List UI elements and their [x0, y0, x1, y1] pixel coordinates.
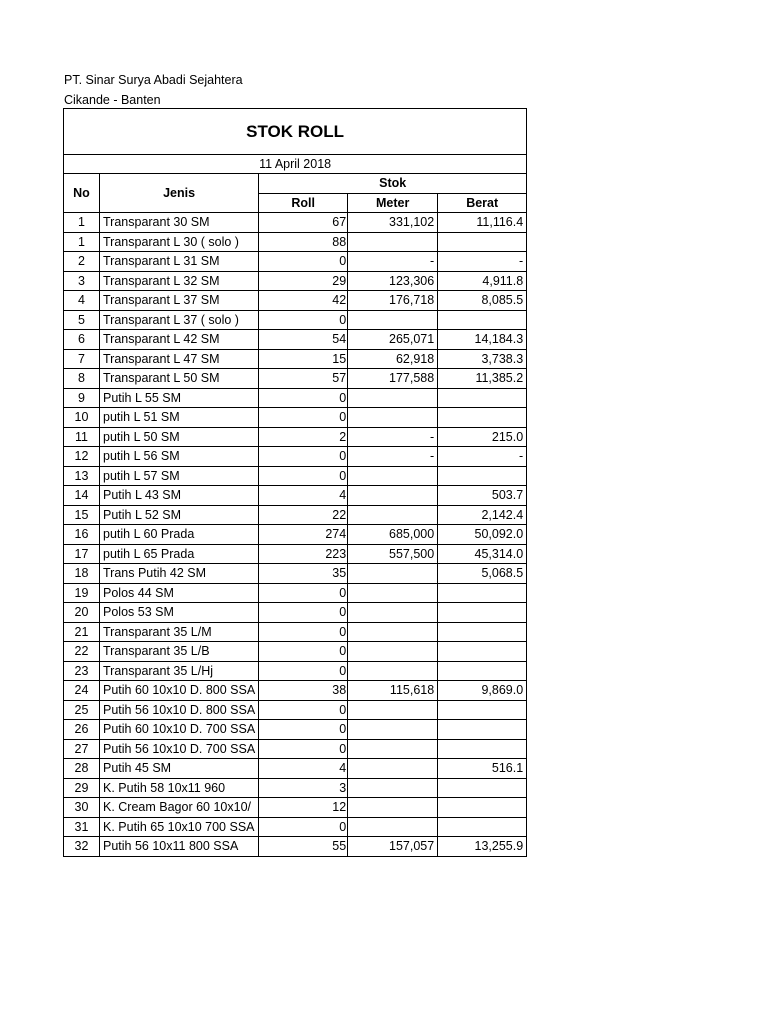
- cell-meter: -: [348, 427, 438, 447]
- cell-jenis: putih L 51 SM: [100, 408, 259, 428]
- cell-jenis: Transparant L 47 SM: [100, 349, 259, 369]
- cell-jenis: Polos 44 SM: [100, 583, 259, 603]
- cell-berat: 9,869.0: [438, 681, 527, 701]
- cell-berat: -: [438, 252, 527, 272]
- table-row: [64, 642, 527, 662]
- company-location: Cikande - Banten: [64, 93, 161, 107]
- cell-meter: [348, 739, 438, 759]
- cell-berat: [438, 603, 527, 623]
- table-row: [64, 778, 527, 798]
- table-row: [64, 447, 527, 467]
- cell-roll: 0: [259, 388, 348, 408]
- cell-roll: 0: [259, 720, 348, 740]
- cell-no: 2: [64, 252, 100, 272]
- cell-roll: 0: [259, 603, 348, 623]
- table-row: [64, 427, 527, 447]
- table-row: [64, 544, 527, 564]
- cell-meter: [348, 720, 438, 740]
- cell-berat: [438, 739, 527, 759]
- cell-jenis: Transparant L 50 SM: [100, 369, 259, 389]
- cell-berat: [438, 622, 527, 642]
- cell-no: 6: [64, 330, 100, 350]
- cell-jenis: Transparant 35 L/M: [100, 622, 259, 642]
- cell-jenis: Putih 56 10x10 D. 700 SSA: [100, 739, 259, 759]
- cell-roll: 22: [259, 505, 348, 525]
- cell-berat: [438, 700, 527, 720]
- table-row: [64, 837, 527, 857]
- cell-meter: 157,057: [348, 837, 438, 857]
- cell-berat: 4,911.8: [438, 271, 527, 291]
- cell-jenis: Putih L 55 SM: [100, 388, 259, 408]
- cell-roll: 15: [259, 349, 348, 369]
- header-berat: Berat: [438, 193, 527, 213]
- cell-no: 1: [64, 213, 100, 233]
- cell-roll: 4: [259, 486, 348, 506]
- cell-berat: 3,738.3: [438, 349, 527, 369]
- cell-jenis: Transparant 35 L/Hj: [100, 661, 259, 681]
- header-no: No: [64, 174, 100, 213]
- company-name: PT. Sinar Surya Abadi Sejahtera: [64, 73, 243, 87]
- cell-roll: 2: [259, 427, 348, 447]
- cell-no: 14: [64, 486, 100, 506]
- cell-roll: 0: [259, 583, 348, 603]
- cell-berat: [438, 642, 527, 662]
- cell-no: 7: [64, 349, 100, 369]
- cell-jenis: putih L 56 SM: [100, 447, 259, 467]
- cell-no: 3: [64, 271, 100, 291]
- table-row: [64, 330, 527, 350]
- cell-no: 4: [64, 291, 100, 311]
- cell-jenis: K. Putih 65 10x10 700 SSA: [100, 817, 259, 837]
- cell-roll: 12: [259, 798, 348, 818]
- cell-meter: [348, 603, 438, 623]
- cell-berat: 14,184.3: [438, 330, 527, 350]
- cell-no: 22: [64, 642, 100, 662]
- cell-meter: [348, 505, 438, 525]
- cell-meter: [348, 642, 438, 662]
- cell-jenis: putih L 65 Prada: [100, 544, 259, 564]
- cell-berat: 2,142.4: [438, 505, 527, 525]
- cell-berat: 516.1: [438, 759, 527, 779]
- cell-jenis: putih L 50 SM: [100, 427, 259, 447]
- header-jenis: Jenis: [100, 174, 259, 213]
- header-meter: Meter: [348, 193, 438, 213]
- cell-meter: [348, 759, 438, 779]
- cell-no: 24: [64, 681, 100, 701]
- cell-meter: 265,071: [348, 330, 438, 350]
- cell-roll: 54: [259, 330, 348, 350]
- cell-meter: [348, 817, 438, 837]
- table-row: [64, 388, 527, 408]
- cell-berat: 8,085.5: [438, 291, 527, 311]
- cell-no: 8: [64, 369, 100, 389]
- cell-no: 1: [64, 232, 100, 252]
- table-row: [64, 817, 527, 837]
- cell-no: 13: [64, 466, 100, 486]
- table-row: [64, 583, 527, 603]
- cell-no: 19: [64, 583, 100, 603]
- table-row: [64, 525, 527, 545]
- cell-roll: 0: [259, 252, 348, 272]
- cell-roll: 223: [259, 544, 348, 564]
- cell-roll: 0: [259, 661, 348, 681]
- cell-no: 32: [64, 837, 100, 857]
- page-title: STOK ROLL: [64, 109, 527, 155]
- cell-jenis: Trans Putih 42 SM: [100, 564, 259, 584]
- table-row: [64, 681, 527, 701]
- cell-meter: 685,000: [348, 525, 438, 545]
- cell-no: 25: [64, 700, 100, 720]
- cell-berat: 5,068.5: [438, 564, 527, 584]
- header-stok: Stok: [259, 174, 527, 194]
- cell-no: 30: [64, 798, 100, 818]
- cell-berat: 13,255.9: [438, 837, 527, 857]
- cell-roll: 42: [259, 291, 348, 311]
- cell-no: 21: [64, 622, 100, 642]
- cell-meter: [348, 310, 438, 330]
- table-row: [64, 252, 527, 272]
- cell-berat: 11,116.4: [438, 213, 527, 233]
- cell-roll: 38: [259, 681, 348, 701]
- cell-meter: 123,306: [348, 271, 438, 291]
- cell-berat: [438, 232, 527, 252]
- cell-berat: 503.7: [438, 486, 527, 506]
- cell-roll: 0: [259, 408, 348, 428]
- table-row: [64, 213, 527, 233]
- table-row: [64, 232, 527, 252]
- cell-jenis: Transparant L 31 SM: [100, 252, 259, 272]
- cell-roll: 0: [259, 739, 348, 759]
- cell-jenis: Putih 60 10x10 D. 700 SSA: [100, 720, 259, 740]
- cell-jenis: Putih L 52 SM: [100, 505, 259, 525]
- cell-berat: [438, 310, 527, 330]
- cell-meter: [348, 408, 438, 428]
- table-row: [64, 408, 527, 428]
- cell-meter: [348, 798, 438, 818]
- cell-jenis: Transparant 30 SM: [100, 213, 259, 233]
- cell-berat: [438, 466, 527, 486]
- cell-berat: 215.0: [438, 427, 527, 447]
- table-row: [64, 700, 527, 720]
- cell-meter: [348, 466, 438, 486]
- report-date: 11 April 2018: [64, 155, 527, 174]
- cell-meter: [348, 661, 438, 681]
- cell-no: 12: [64, 447, 100, 467]
- cell-berat: [438, 720, 527, 740]
- table-row: [64, 622, 527, 642]
- cell-jenis: Polos 53 SM: [100, 603, 259, 623]
- table-row: [64, 564, 527, 584]
- cell-no: 15: [64, 505, 100, 525]
- cell-meter: [348, 388, 438, 408]
- table-row: [64, 798, 527, 818]
- cell-no: 9: [64, 388, 100, 408]
- cell-roll: 0: [259, 642, 348, 662]
- cell-berat: [438, 817, 527, 837]
- cell-roll: 0: [259, 466, 348, 486]
- cell-berat: [438, 408, 527, 428]
- table-row: [64, 486, 527, 506]
- cell-meter: 331,102: [348, 213, 438, 233]
- cell-no: 10: [64, 408, 100, 428]
- cell-berat: [438, 388, 527, 408]
- cell-jenis: putih L 57 SM: [100, 466, 259, 486]
- cell-meter: [348, 700, 438, 720]
- stock-table: [63, 108, 527, 857]
- cell-no: 20: [64, 603, 100, 623]
- cell-berat: [438, 778, 527, 798]
- cell-meter: 176,718: [348, 291, 438, 311]
- cell-no: 27: [64, 739, 100, 759]
- table-row: [64, 739, 527, 759]
- cell-roll: 55: [259, 837, 348, 857]
- cell-berat: [438, 798, 527, 818]
- cell-jenis: Transparant L 32 SM: [100, 271, 259, 291]
- cell-jenis: Transparant L 30 ( solo ): [100, 232, 259, 252]
- cell-meter: -: [348, 447, 438, 467]
- cell-meter: [348, 583, 438, 603]
- cell-jenis: Putih 56 10x10 D. 800 SSA: [100, 700, 259, 720]
- cell-roll: 57: [259, 369, 348, 389]
- cell-roll: 0: [259, 310, 348, 330]
- cell-meter: 557,500: [348, 544, 438, 564]
- cell-berat: 50,092.0: [438, 525, 527, 545]
- cell-meter: [348, 622, 438, 642]
- cell-meter: 115,618: [348, 681, 438, 701]
- table-row: [64, 505, 527, 525]
- cell-jenis: Transparant 35 L/B: [100, 642, 259, 662]
- cell-jenis: Putih 60 10x10 D. 800 SSA: [100, 681, 259, 701]
- table-row: [64, 466, 527, 486]
- table-row: [64, 349, 527, 369]
- cell-berat: 11,385.2: [438, 369, 527, 389]
- cell-jenis: putih L 60 Prada: [100, 525, 259, 545]
- cell-no: 17: [64, 544, 100, 564]
- cell-roll: 0: [259, 700, 348, 720]
- cell-berat: [438, 661, 527, 681]
- cell-roll: 29: [259, 271, 348, 291]
- cell-no: 11: [64, 427, 100, 447]
- cell-jenis: Transparant L 37 ( solo ): [100, 310, 259, 330]
- cell-no: 31: [64, 817, 100, 837]
- cell-meter: -: [348, 252, 438, 272]
- cell-berat: -: [438, 447, 527, 467]
- table-row: [64, 271, 527, 291]
- cell-jenis: Transparant L 37 SM: [100, 291, 259, 311]
- cell-jenis: K. Cream Bagor 60 10x10/: [100, 798, 259, 818]
- cell-jenis: Putih 45 SM: [100, 759, 259, 779]
- cell-roll: 0: [259, 622, 348, 642]
- table-row: [64, 310, 527, 330]
- cell-roll: 0: [259, 447, 348, 467]
- cell-roll: 88: [259, 232, 348, 252]
- cell-berat: [438, 583, 527, 603]
- table-row: [64, 369, 527, 389]
- cell-meter: 62,918: [348, 349, 438, 369]
- cell-roll: 67: [259, 213, 348, 233]
- cell-roll: 0: [259, 817, 348, 837]
- table-row: [64, 603, 527, 623]
- cell-meter: [348, 778, 438, 798]
- table-row: [64, 759, 527, 779]
- cell-roll: 274: [259, 525, 348, 545]
- table-row: [64, 291, 527, 311]
- cell-jenis: Putih 56 10x11 800 SSA: [100, 837, 259, 857]
- cell-berat: 45,314.0: [438, 544, 527, 564]
- cell-no: 16: [64, 525, 100, 545]
- cell-jenis: Putih L 43 SM: [100, 486, 259, 506]
- cell-meter: [348, 486, 438, 506]
- cell-no: 23: [64, 661, 100, 681]
- company-header: [64, 70, 243, 110]
- cell-jenis: K. Putih 58 10x11 960: [100, 778, 259, 798]
- cell-roll: 4: [259, 759, 348, 779]
- cell-meter: 177,588: [348, 369, 438, 389]
- cell-no: 28: [64, 759, 100, 779]
- cell-roll: 3: [259, 778, 348, 798]
- cell-no: 5: [64, 310, 100, 330]
- cell-jenis: Transparant L 42 SM: [100, 330, 259, 350]
- cell-meter: [348, 564, 438, 584]
- table-row: [64, 661, 527, 681]
- cell-no: 18: [64, 564, 100, 584]
- table-row: [64, 720, 527, 740]
- cell-roll: 35: [259, 564, 348, 584]
- header-roll: Roll: [259, 193, 348, 213]
- cell-meter: [348, 232, 438, 252]
- cell-no: 29: [64, 778, 100, 798]
- cell-no: 26: [64, 720, 100, 740]
